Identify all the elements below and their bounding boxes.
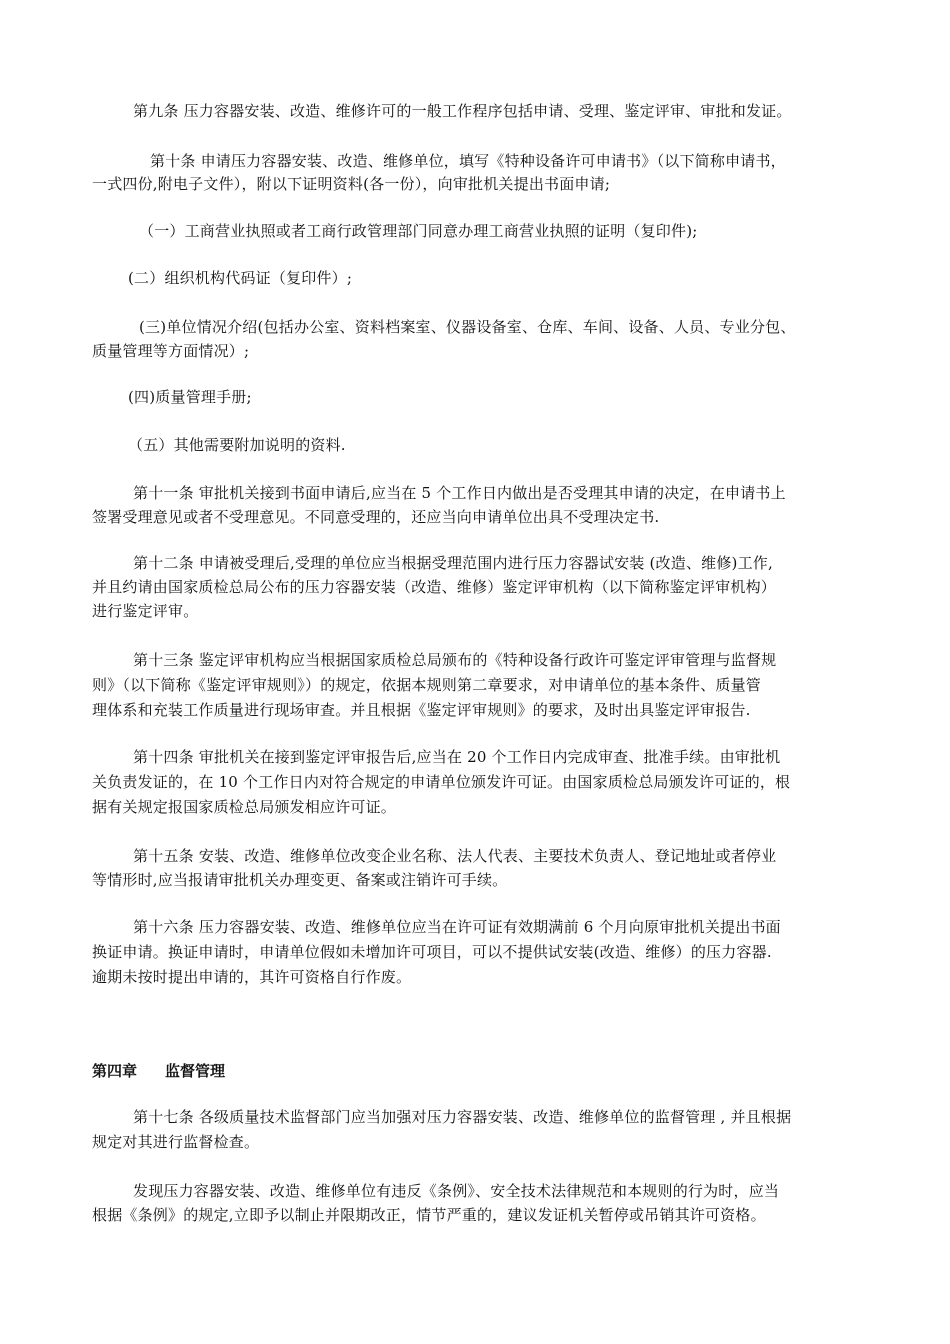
chapter-number: 第四章 <box>92 1062 138 1080</box>
article-14-line-2: 关负责发证的，在 10 个工作日内对符合规定的申请单位颁发许可证。由国家质检总局颁发许可证的，根 <box>92 773 791 791</box>
item-4-line-1: (四)质量管理手册; <box>128 388 252 406</box>
article-16-line-2: 换证申请。换证申请时，申请单位假如未增加许可项目，可以不提供试安装(改造、维修）的压力容器. <box>92 943 772 961</box>
article-14-line-1: 第十四条 审批机关在接到鉴定评审报告后,应当在 20 个工作日内完成审查、批准手续。由审批机 <box>133 748 781 766</box>
article-13-line-2: 则》（以下简称《鉴定评审规则》）的规定，依据本规则第二章要求，对申请单位的基本条件、质量管 <box>92 676 762 694</box>
article-12-line-1: 第十二条 申请被受理后,受理的单位应当根据受理范围内进行压力容器试安装 (改造、维修)工作, <box>133 554 773 572</box>
article-12-line-3: 进行鉴定评审。 <box>92 602 199 620</box>
article-16-line-1: 第十六条 压力容器安装、改造、维修单位应当在许可证有效期满前 6 个月向原审批机关提出书面 <box>133 918 781 936</box>
article-11-line-2: 签署受理意见或者不受理意见。不同意受理的，还应当向申请单位出具不受理决定书. <box>92 508 660 526</box>
article-10-line-1: 第十条 申请压力容器安装、改造、维修单位，填写《特种设备许可申请书》（以下简称申请书， <box>150 152 786 170</box>
item-3-line-1: (三)单位情况介绍(包括办公室、资料档案室、仪器设备室、仓库、车间、设备、人员、专业分包、 <box>139 318 796 336</box>
article-12-line-2: 并且约请由国家质检总局公布的压力容器安装（改造、维修）鉴定评审机构（以下简称鉴定评审机构） <box>92 578 777 596</box>
article-13-line-3: 理体系和充装工作质量进行现场审查。并且根据《鉴定评审规则》的要求，及时出具鉴定评审报告. <box>92 701 751 719</box>
article-14-line-3: 据有关规定报国家质检总局颁发相应许可证。 <box>92 798 397 816</box>
article-15-line-2: 等情形时,应当报请审批机关办理变更、备案或注销许可手续。 <box>92 871 508 889</box>
item-5-line-1: （五）其他需要附加说明的资料. <box>128 436 346 454</box>
article-16-line-3: 逾期未按时提出申请的，其许可资格自行作废。 <box>92 968 412 986</box>
article-15-line-1: 第十五条 安装、改造、维修单位改变企业名称、法人代表、主要技术负责人、登记地址或者停业 <box>133 847 777 865</box>
article-11-line-1: 第十一条 审批机关接到书面申请后,应当在 5 个工作日内做出是否受理其申请的决定，在申请书上 <box>133 484 786 502</box>
article-17-line-1: 第十七条 各级质量技术监督部门应当加强对压力容器安装、改造、维修单位的监督管理 , 并且根据 <box>133 1108 792 1126</box>
article-10-line-2: 一式四份,附电子文件），附以下证明资料(各一份），向审批机关提出书面申请; <box>92 175 611 193</box>
item-1-line-1: （一）工商营业执照或者工商行政管理部门同意办理工商营业执照的证明（复印件); <box>139 222 698 240</box>
paragraph-violations-line-1: 发现压力容器安装、改造、维修单位有违反《条例》、安全技术法律规范和本规则的行为时，应当 <box>133 1182 780 1200</box>
chapter-heading <box>92 1060 225 1082</box>
paragraph-violations-line-2: 根据《条例》的规定,立即予以制止并限期改正，情节严重的，建议发证机关暂停或吊销其许可资格。 <box>92 1206 766 1224</box>
article-17-line-2: 规定对其进行监督检查。 <box>92 1133 260 1151</box>
item-2-line-1: (二）组织机构代码证（复印件）; <box>128 269 353 287</box>
article-9-line-1: 第九条 压力容器安装、改造、维修许可的一般工作程序包括申请、受理、鉴定评审、审批和发证。 <box>133 102 792 120</box>
item-3-line-2: 质量管理等方面情况）; <box>92 342 250 360</box>
article-13-line-1: 第十三条 鉴定评审机构应当根据国家质检总局颁布的《特种设备行政许可鉴定评审管理与监督规 <box>133 651 777 669</box>
chapter-title: 监督管理 <box>165 1062 226 1080</box>
